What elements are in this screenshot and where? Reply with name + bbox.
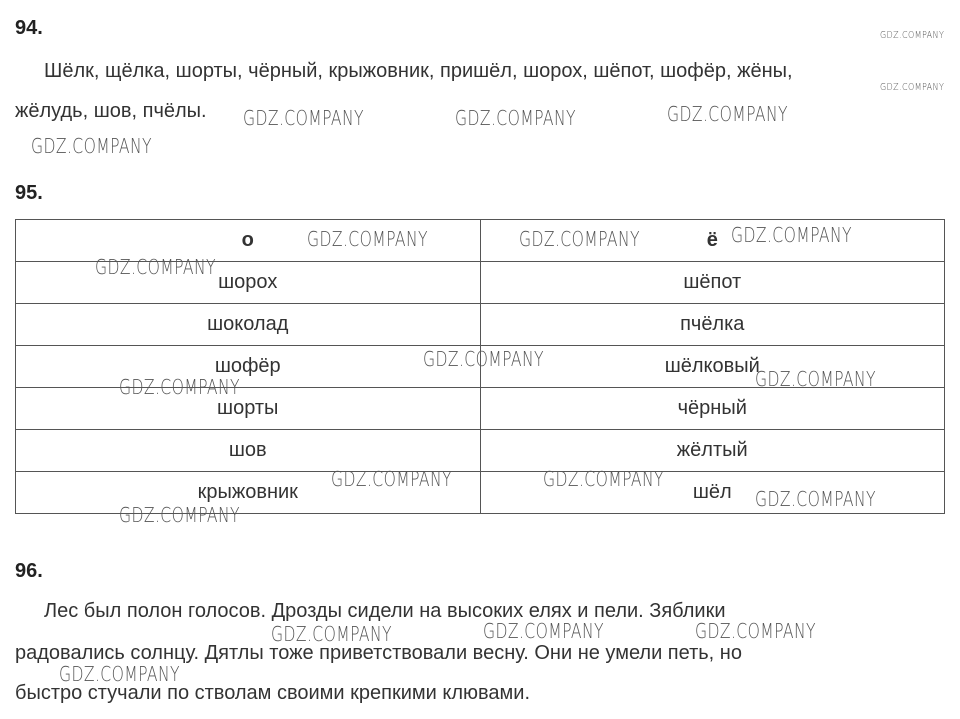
watermark: GDZ.COMPANY — [59, 662, 180, 686]
watermark: GDZ.COMPANY — [119, 375, 240, 399]
watermark: GDZ.COMPANY — [519, 227, 640, 251]
watermark: GDZ.COMPANY — [755, 367, 876, 391]
table-row — [16, 430, 945, 472]
watermark: GDZ.COMPANY — [95, 255, 216, 279]
watermark: GDZ.COMPANY — [731, 223, 852, 247]
watermark: GDZ.COMPANY — [543, 467, 664, 491]
watermark: GDZ.COMPANY — [483, 619, 604, 643]
exercise-94-number: 94. — [15, 17, 43, 39]
header-yo: ё — [480, 220, 945, 262]
table-row — [16, 304, 945, 346]
cell-yo: шёлковый — [480, 346, 945, 388]
cell-yo: шёпот — [480, 262, 945, 304]
exercise-96-number: 96. — [15, 560, 43, 582]
watermark: GDZ.COMPANY — [455, 106, 576, 130]
cell-o: крыжовник — [16, 472, 481, 514]
exercise-96-line-1: Лес был полон голосов. Дрозды сидели на высоких елях и пели. Зяблики — [44, 600, 726, 622]
watermark: GDZ.COMPANY — [755, 487, 876, 511]
watermark: GDZ.COMPANY — [695, 619, 816, 643]
exercise-94-line-2: жёлудь, шов, пчёлы. — [15, 100, 207, 122]
cell-yo: шёл — [480, 472, 945, 514]
exercise-94-line-1: Шёлк, щёлка, шорты, чёрный, крыжовник, пришёл, шорох, шёпот, шофёр, жёны, — [44, 60, 793, 82]
watermark: GDZ.COMPANY — [307, 227, 428, 251]
cell-o: шов — [16, 430, 481, 472]
cell-yo: пчёлка — [480, 304, 945, 346]
watermark: GDZ.COMPANY — [119, 503, 240, 527]
watermark: GDZ.COMPANY — [243, 106, 364, 130]
cell-o: шоколад — [16, 304, 481, 346]
exercise-96-line-3: быстро стучали по стволам своими крепкими клювами. — [15, 682, 531, 704]
exercise-95-number: 95. — [15, 182, 43, 204]
cell-yo: чёрный — [480, 388, 945, 430]
exercise-96-line-2: радовались солнцу. Дятлы тоже приветствовали весну. Они не умели петь, но — [15, 642, 742, 664]
cell-yo: жёлтый — [480, 430, 945, 472]
watermark: GDZ.COMPANY — [667, 102, 788, 126]
cell-o: шорох — [16, 262, 481, 304]
watermark: GDZ.COMPANY — [423, 347, 544, 371]
cell-o: шофёр — [16, 346, 481, 388]
cell-o: шорты — [16, 388, 481, 430]
watermark: GDZ.COMPANY — [880, 82, 945, 93]
watermark: GDZ.COMPANY — [331, 467, 452, 491]
watermark: GDZ.COMPANY — [880, 30, 945, 41]
watermark: GDZ.COMPANY — [31, 134, 152, 158]
watermark: GDZ.COMPANY — [271, 622, 392, 646]
header-o: о — [16, 220, 481, 262]
